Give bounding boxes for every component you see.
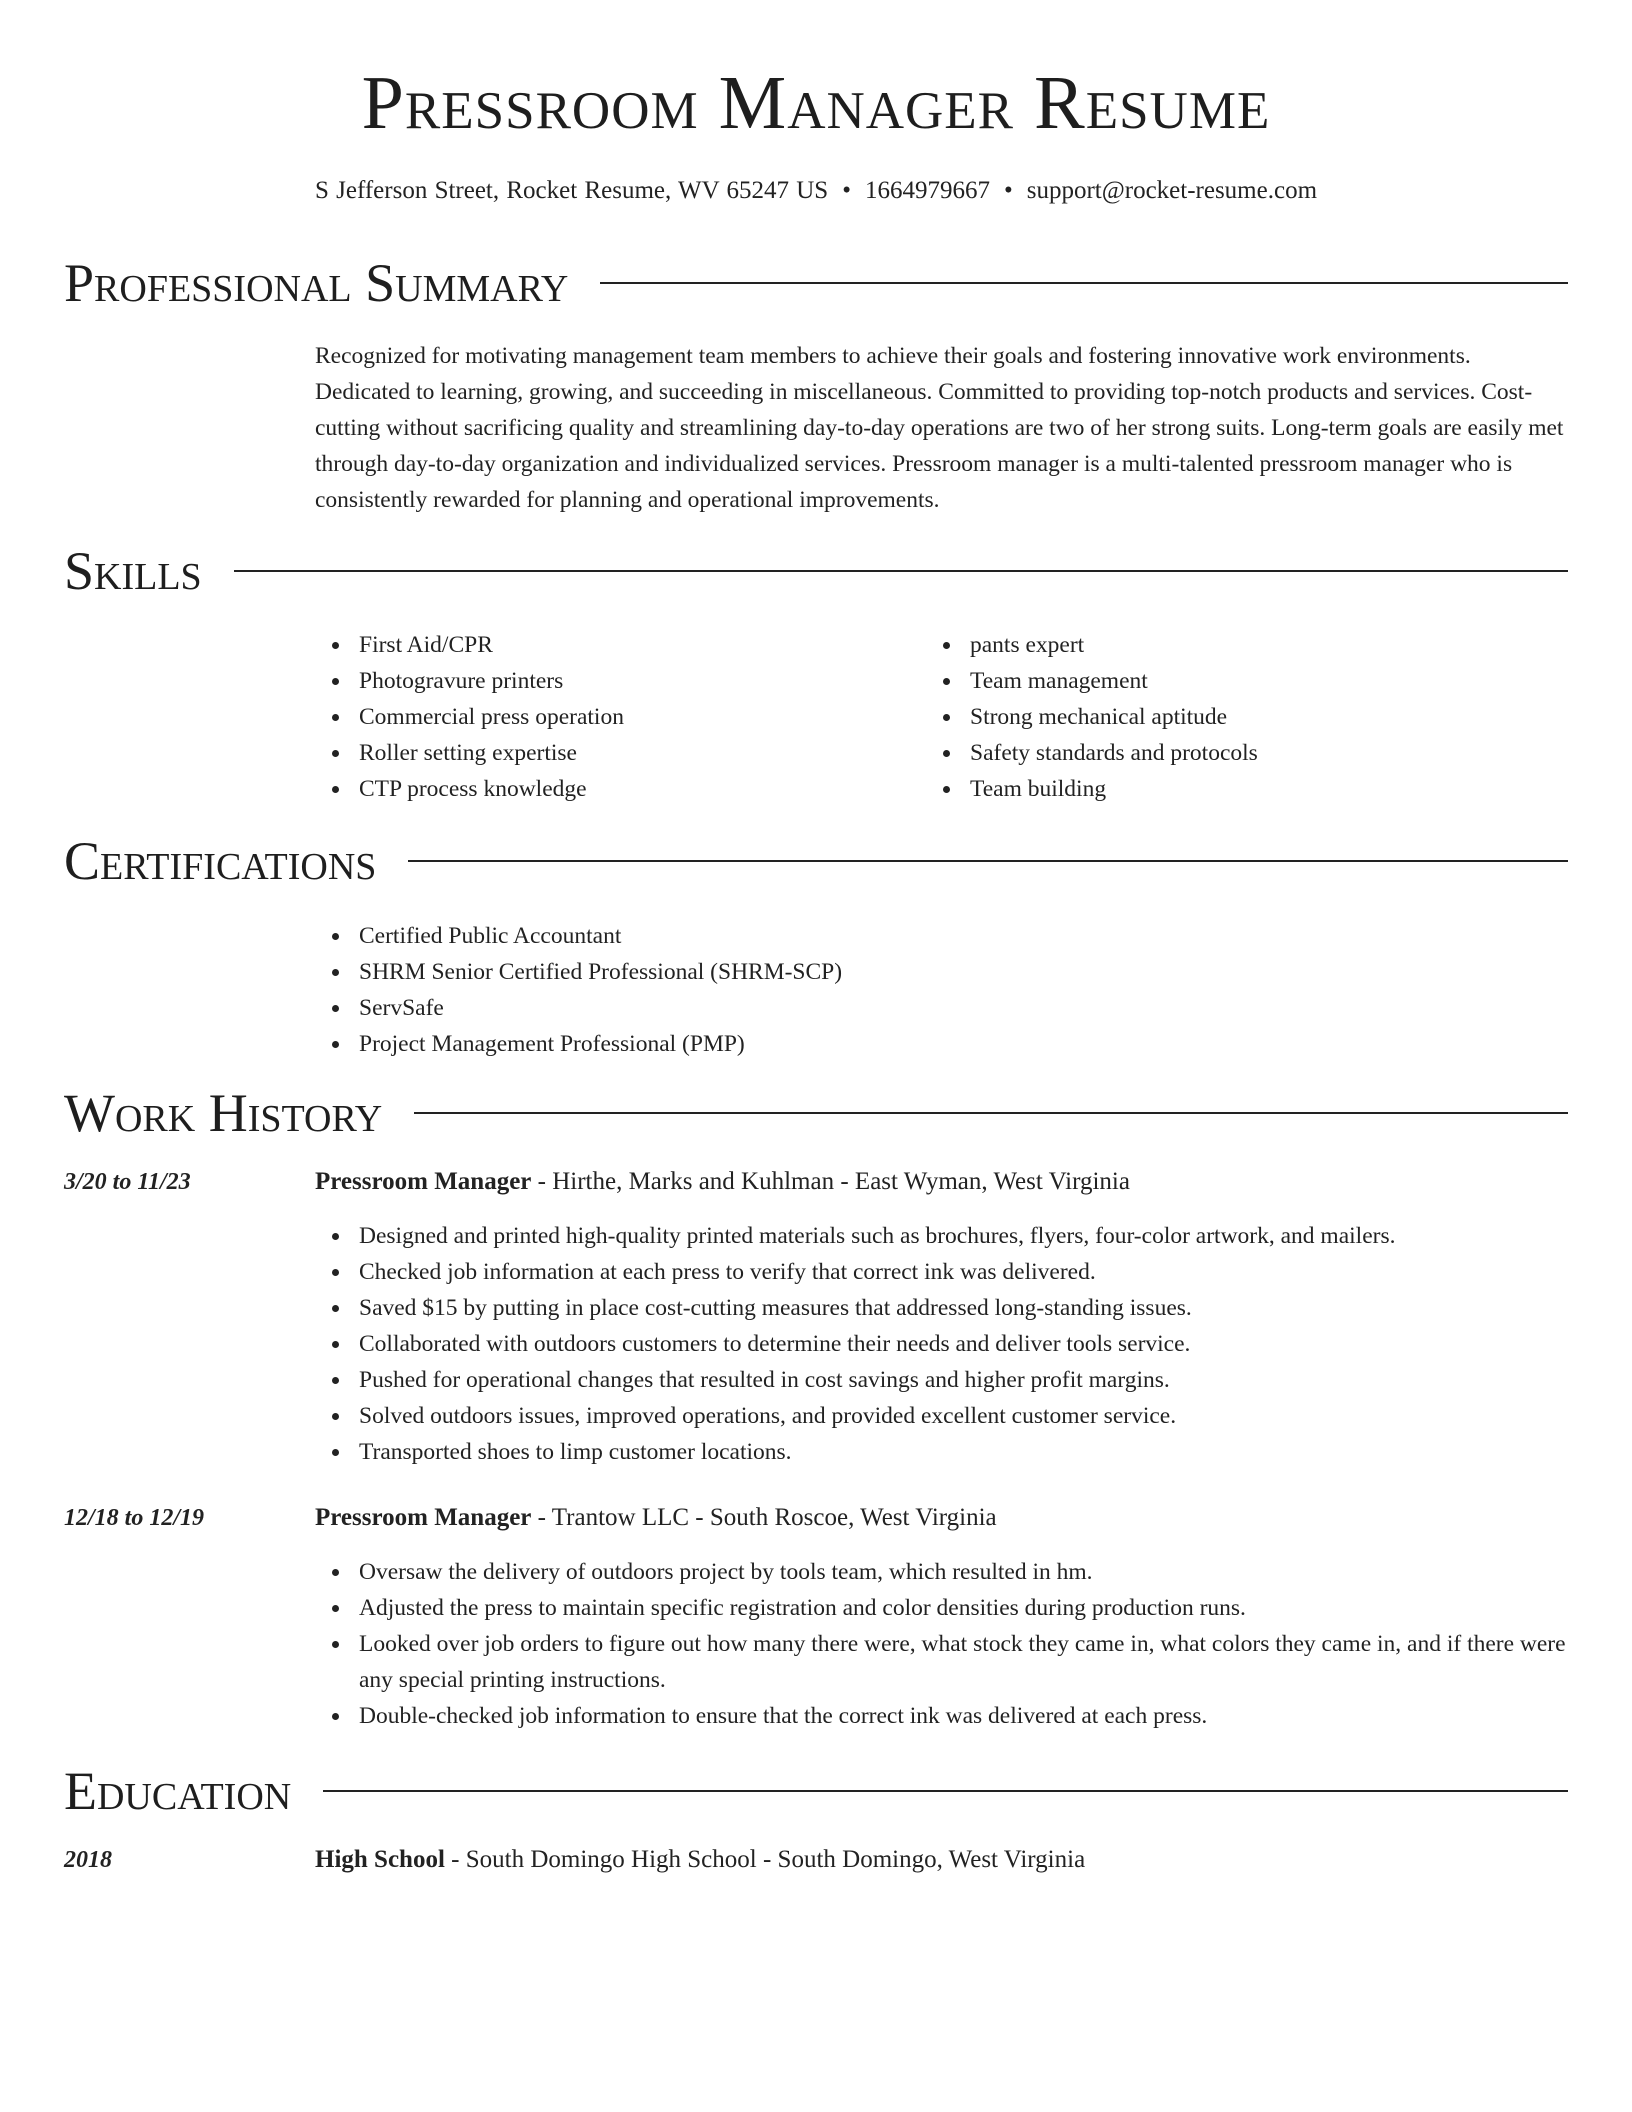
list-item: Collaborated with outdoors customers to determine their needs and deliver tools service. (315, 1326, 1568, 1362)
list-item: Transported shoes to limp customer locations. (315, 1434, 1568, 1470)
list-item: Team management (926, 663, 1526, 699)
list-item: Pushed for operational changes that resulted in cost savings and higher profit margins. (315, 1362, 1568, 1398)
summary-text: Recognized for motivating management team members to achieve their goals and fostering innovative work environments. Dedicated to learning, growing, and succeeding in miscellaneous. Committed to providing top-notch products and services. Cost-cutting without sacrificing quality and streamlining day-to-day operations are two of her strong suits. Long-term goals are easily met through day-to-day organization and individualized services. Pressroom manager is a multi-talented pressroom manager who is consistently rewarded for planning and operational improvements. (315, 343, 1564, 513)
skills-list-left (315, 627, 915, 807)
job-heading (315, 1164, 1130, 1200)
section-header-education (64, 1760, 1568, 1822)
education-heading (315, 1842, 1085, 1878)
list-item: SHRM Senior Certified Professional (SHRM-SCP) (315, 954, 1568, 990)
section-header-certifications (64, 830, 1568, 892)
contact-separator: • (1003, 177, 1013, 204)
contact-address: S Jefferson Street, Rocket Resume, WV 65247 US (314, 177, 829, 204)
list-item: Double-checked job information to ensure that the correct ink was delivered at each press. (315, 1698, 1568, 1734)
contact-separator: • (842, 177, 851, 204)
section-title: Skills (64, 541, 202, 601)
list-item: Oversaw the delivery of outdoors project by tools team, which resulted in hm. (315, 1554, 1568, 1590)
job-dates: 12/18 to 12/19 (64, 1505, 205, 1531)
contact-line (64, 174, 1568, 208)
list-item: Checked job information at each press to verify that correct ink was delivered. (315, 1254, 1568, 1290)
section-divider (600, 282, 1568, 284)
list-item: Solved outdoors issues, improved operations, and provided excellent customer service. (315, 1398, 1568, 1434)
section-divider (408, 860, 1568, 862)
education-year: 2018 (64, 1847, 112, 1873)
section-header-skills (64, 540, 1568, 602)
list-item: Saved $15 by putting in place cost-cutting measures that addressed long-standing issues. (315, 1290, 1568, 1326)
section-title: Professional Summary (64, 253, 569, 313)
education-school: - South Domingo High School - South Domingo, West Virginia (444, 1846, 1086, 1873)
list-item: Adjusted the press to maintain specific registration and color densities during production runs. (315, 1590, 1568, 1626)
resume-title: Pressroom Manager Resume (361, 61, 1271, 145)
list-item: Project Management Professional (PMP) (315, 1026, 1568, 1062)
section-title: Education (64, 1761, 292, 1821)
job-employer: - Trantow LLC - South Roscoe, West Virginia (531, 1504, 997, 1531)
list-item: pants expert (926, 627, 1526, 663)
section-title: Work History (64, 1083, 383, 1143)
list-item: Certified Public Accountant (315, 918, 1568, 954)
section-header-work-history (64, 1082, 1568, 1144)
section-header-summary (64, 252, 1568, 314)
list-item: Team building (926, 771, 1526, 807)
section-divider (414, 1112, 1568, 1114)
list-item: Safety standards and protocols (926, 735, 1526, 771)
certifications-list (315, 918, 1568, 1062)
list-item: Roller setting expertise (315, 735, 915, 771)
section-divider (234, 570, 1568, 572)
job-title: Pressroom Manager (315, 1504, 532, 1531)
skills-list-right (926, 627, 1526, 807)
list-item: CTP process knowledge (315, 771, 915, 807)
list-item: ServSafe (315, 990, 1568, 1026)
education-degree: High School (315, 1846, 445, 1873)
list-item: Photogravure printers (315, 663, 915, 699)
section-title: Certifications (64, 831, 377, 891)
list-item: Designed and printed high-quality printed materials such as brochures, flyers, four-color artwork, and mailers. (315, 1218, 1568, 1254)
list-item: Strong mechanical aptitude (926, 699, 1526, 735)
list-item: Looked over job orders to figure out how many there were, what stock they came in, what colors they came in, and if there were any special printing instructions. (315, 1626, 1568, 1698)
job-dates: 3/20 to 11/23 (64, 1169, 191, 1195)
list-item: First Aid/CPR (315, 627, 915, 663)
job-bullets (315, 1218, 1568, 1470)
contact-phone: 1664979667 (864, 177, 990, 204)
contact-email[interactable]: support@rocket-resume.com (1026, 177, 1318, 204)
job-title: Pressroom Manager (315, 1168, 532, 1195)
job-heading (315, 1500, 997, 1536)
job-employer: - Hirthe, Marks and Kuhlman - East Wyman, West Virginia (531, 1168, 1130, 1195)
section-divider (323, 1790, 1568, 1792)
list-item: Commercial press operation (315, 699, 915, 735)
job-bullets (315, 1554, 1568, 1734)
